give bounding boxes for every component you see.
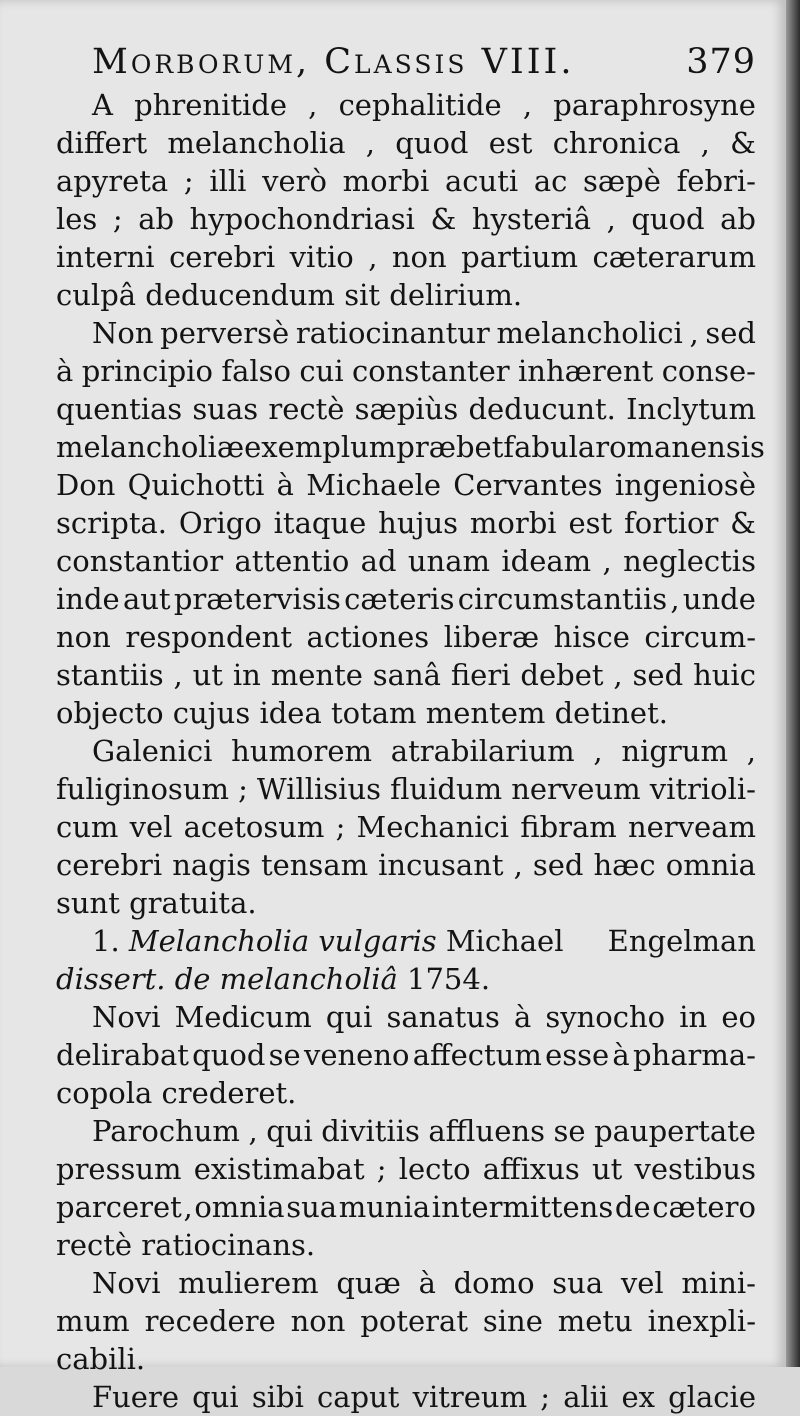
word: phrenitide <box>134 88 287 122</box>
word: omnia <box>194 1190 285 1224</box>
text-line <box>56 656 756 694</box>
word: caput <box>317 1380 400 1414</box>
word: falso <box>221 354 291 388</box>
word: ; <box>112 202 123 236</box>
text-line <box>56 86 756 124</box>
page-edge <box>786 0 800 1367</box>
word: , <box>173 658 183 692</box>
text-line <box>56 1378 756 1416</box>
word: parceret <box>56 1190 182 1224</box>
word: domo <box>453 1266 535 1300</box>
word: , <box>689 316 699 350</box>
word: Novi <box>92 1266 161 1300</box>
word: nigrum <box>621 734 728 768</box>
word: inexpli- <box>647 1304 756 1338</box>
word: Galenici <box>92 734 213 768</box>
text-line <box>56 504 756 542</box>
word: ut <box>591 1152 623 1186</box>
word: se <box>553 1114 586 1148</box>
word: ; <box>335 810 346 844</box>
text-line <box>56 200 756 238</box>
word: inhærent <box>518 354 654 388</box>
word: paupertate <box>594 1114 756 1148</box>
word: fieri <box>450 658 511 692</box>
word: sæpè <box>583 164 661 198</box>
text-line <box>56 466 756 504</box>
word: , <box>613 658 623 692</box>
word: non <box>56 620 111 654</box>
text-line: rectè ratiocinans. <box>56 1228 316 1262</box>
word: quod <box>192 1038 266 1072</box>
citation-line <box>56 960 756 998</box>
word: ; <box>183 164 194 198</box>
word: melancholia <box>167 126 346 160</box>
word: ut <box>192 658 223 692</box>
text-line <box>56 580 756 618</box>
word: sanatus <box>386 1000 500 1034</box>
word: atrabilarium <box>390 734 575 768</box>
word: ex <box>621 1380 656 1414</box>
word: affixus <box>482 1152 580 1186</box>
word: Don <box>56 468 116 502</box>
species-name: Melancholia vulgaris <box>128 924 437 958</box>
word: vitrioli- <box>649 772 756 806</box>
word: de <box>614 1190 651 1224</box>
text-line <box>56 808 756 846</box>
word: sed <box>532 848 584 882</box>
word: febri- <box>676 164 756 198</box>
word: les <box>56 202 98 236</box>
word: , <box>365 126 375 160</box>
word: , <box>248 1114 258 1148</box>
word: morbi <box>342 164 430 198</box>
text-line <box>56 124 756 162</box>
text-line <box>56 846 756 884</box>
word: exemplum <box>244 430 397 464</box>
word: unam <box>407 544 491 578</box>
word: cerebri <box>56 848 163 882</box>
word: delirabat <box>56 1038 189 1072</box>
word: , <box>700 126 710 160</box>
word: deducunt. <box>468 392 616 426</box>
word: ; <box>238 772 248 806</box>
word: ad <box>360 544 397 578</box>
word: munia <box>338 1190 431 1224</box>
paragraph <box>56 314 765 732</box>
word: constanter <box>352 354 510 388</box>
word: qui <box>192 1380 239 1414</box>
text-line <box>56 1036 756 1074</box>
text-line <box>56 428 765 466</box>
word: constantior <box>56 544 224 578</box>
word: sua <box>552 1266 604 1300</box>
text-line <box>56 238 756 276</box>
species-entry <box>56 922 756 998</box>
word: debet <box>520 658 604 692</box>
word: Quichotti <box>127 468 265 502</box>
word: Novi <box>92 1000 161 1034</box>
text-line: copola crederet. <box>56 1076 297 1110</box>
word: vel <box>129 810 173 844</box>
word: à <box>276 468 294 502</box>
word: suas <box>192 392 259 426</box>
text-line <box>56 998 756 1036</box>
word: à <box>612 1038 630 1072</box>
word: pressum <box>56 1152 182 1186</box>
word: hæc <box>593 848 656 882</box>
page-text <box>56 42 765 1416</box>
word: quæ <box>336 1266 401 1300</box>
word: sæpiùs <box>354 392 459 426</box>
word: intermittens <box>431 1190 614 1224</box>
page-number: 379 <box>686 42 756 82</box>
word: liberæ <box>443 620 540 654</box>
word: , <box>368 240 378 274</box>
word: mum <box>56 1304 130 1338</box>
word: fibram <box>520 810 617 844</box>
text-line <box>56 1302 756 1340</box>
word: illi <box>209 164 247 198</box>
word: sanâ <box>372 658 441 692</box>
paragraph <box>56 86 756 314</box>
word: , <box>308 88 318 122</box>
word: partium <box>461 240 578 274</box>
word: sine <box>482 1304 543 1338</box>
word: hujus <box>378 506 459 540</box>
word: chronica <box>552 126 681 160</box>
word: metu <box>557 1304 633 1338</box>
text-line <box>56 162 756 200</box>
text-line <box>56 770 756 808</box>
word: mente <box>270 658 363 692</box>
word: existimabat <box>193 1152 365 1186</box>
word: alii <box>563 1380 609 1414</box>
word: glacie <box>668 1380 756 1414</box>
word: attentio <box>234 544 350 578</box>
word: , <box>513 848 523 882</box>
word: , <box>746 734 756 768</box>
word: mulierem <box>178 1266 319 1300</box>
word: sua <box>286 1190 338 1224</box>
text-line <box>56 352 756 390</box>
word: hysteriâ <box>471 202 592 236</box>
running-title: Morborum, Classis VIII. <box>92 42 575 82</box>
word: inde <box>56 582 120 616</box>
text-line: objecto cujus idea totam mentem detinet. <box>56 696 668 730</box>
word: , <box>183 1190 193 1224</box>
word: hisce <box>553 620 630 654</box>
word: ratiocinantur <box>295 316 490 350</box>
word: Willisius <box>256 772 382 806</box>
word: unde <box>682 582 756 616</box>
word: quod <box>631 202 705 236</box>
word: fortior <box>624 506 719 540</box>
word: principio <box>81 354 213 388</box>
word: est <box>568 506 613 540</box>
word: ingeniosè <box>614 468 756 502</box>
word: Fuere <box>92 1380 179 1414</box>
word: neglectis <box>623 544 756 578</box>
species-author-surname: Engelman <box>607 924 756 958</box>
word: cerebri <box>169 240 276 274</box>
word: divitiis <box>321 1114 420 1148</box>
word: prætervisis <box>173 582 341 616</box>
word: acuti <box>445 164 519 198</box>
word: fabula <box>503 430 596 464</box>
word: acetosum <box>183 810 325 844</box>
word: nerveum <box>511 772 641 806</box>
citation-year: 1754. <box>407 962 491 996</box>
word: apyreta <box>56 164 169 198</box>
word: qui <box>325 1000 373 1034</box>
word: , <box>606 202 616 236</box>
word: affluens <box>428 1114 545 1148</box>
word: eo <box>721 1000 756 1034</box>
paragraph <box>56 732 756 922</box>
word: vitio <box>289 240 354 274</box>
word: nagis <box>172 848 251 882</box>
word: quod <box>395 126 469 160</box>
word: cæteris <box>344 582 455 616</box>
word: recedere <box>144 1304 276 1338</box>
word: affectum <box>412 1038 542 1072</box>
word: cætero <box>652 1190 756 1224</box>
paragraph <box>56 1112 756 1264</box>
word: ac <box>533 164 568 198</box>
species-line <box>56 922 756 960</box>
text-line <box>56 732 756 770</box>
word: tensam <box>260 848 369 882</box>
text-line <box>56 542 756 580</box>
word: A <box>92 88 113 122</box>
text-line: cabili. <box>56 1342 146 1376</box>
word: ab <box>138 202 175 236</box>
text-line <box>56 1188 756 1226</box>
word: Mechanici <box>356 810 510 844</box>
word: Non <box>92 316 154 350</box>
word: ; <box>376 1152 387 1186</box>
word: Inclytum <box>626 392 756 426</box>
word: Parochum <box>92 1114 240 1148</box>
paragraph <box>56 1378 756 1416</box>
word: humorem <box>231 734 372 768</box>
word: veneno <box>303 1038 410 1072</box>
word: sed <box>705 316 756 350</box>
word: vitreum <box>412 1380 528 1414</box>
word: lecto <box>398 1152 471 1186</box>
word: , <box>602 544 612 578</box>
word: præbet <box>396 430 504 464</box>
word: in <box>232 658 261 692</box>
word: actiones <box>306 620 430 654</box>
word: nerveam <box>627 810 756 844</box>
word: fluidum <box>390 772 503 806</box>
word: romanensis <box>595 430 765 464</box>
word: huic <box>693 658 756 692</box>
word: paraphrosyne <box>553 88 756 122</box>
word: omnia <box>665 848 756 882</box>
text-line: culpâ deducendum sit delirium. <box>56 278 523 312</box>
paragraph <box>56 998 756 1112</box>
running-header <box>56 42 756 82</box>
word: à <box>418 1266 436 1300</box>
word: ideam <box>501 544 592 578</box>
paragraph <box>56 1264 756 1378</box>
text-line <box>56 390 756 428</box>
word: non <box>290 1304 346 1338</box>
word: qui <box>266 1114 313 1148</box>
word: Origo <box>178 506 262 540</box>
word: cephalitide <box>338 88 502 122</box>
word: quentias <box>56 392 183 426</box>
word: & <box>430 202 457 236</box>
word: esse <box>545 1038 610 1072</box>
word: cui <box>299 354 344 388</box>
word: Cervantes <box>453 468 603 502</box>
word: , <box>670 582 680 616</box>
word: perversè <box>160 316 290 350</box>
text-line <box>56 1150 756 1188</box>
word: morbi <box>469 506 557 540</box>
word: synocho <box>545 1000 666 1034</box>
word: stantiis <box>56 658 164 692</box>
word: rectè <box>268 392 345 426</box>
word: sed <box>632 658 684 692</box>
word: in <box>679 1000 708 1034</box>
word: verò <box>262 164 327 198</box>
word: à <box>56 354 74 388</box>
species-number: 1. <box>92 924 120 958</box>
word: hypochondriasi <box>189 202 415 236</box>
word: cum <box>56 810 119 844</box>
word: non <box>391 240 447 274</box>
word: differt <box>56 126 148 160</box>
word: itaque <box>273 506 367 540</box>
word: ab <box>720 202 756 236</box>
word: est <box>488 126 533 160</box>
word: fuliginosum <box>56 772 229 806</box>
word: conse- <box>661 354 756 388</box>
text-line <box>56 618 756 656</box>
word: incusant <box>378 848 504 882</box>
text-line <box>56 1112 756 1150</box>
citation-title: dissert. de melancholiâ <box>56 962 398 996</box>
word: sibi <box>251 1380 304 1414</box>
text-line <box>56 1264 756 1302</box>
text-line: sunt gratuita. <box>56 886 257 920</box>
word: se <box>268 1038 301 1072</box>
word: melancholici <box>496 316 683 350</box>
word: Michaele <box>306 468 442 502</box>
word: melancholiæ <box>56 430 245 464</box>
word: pharma- <box>632 1038 756 1072</box>
word: aut <box>122 582 171 616</box>
word: vestibus <box>634 1152 756 1186</box>
word: circumstantiis <box>457 582 668 616</box>
word: & <box>730 506 756 540</box>
word: cæterarum <box>592 240 756 274</box>
word: vel <box>620 1266 664 1300</box>
word: à <box>513 1000 532 1034</box>
word: , <box>593 734 603 768</box>
word: mini- <box>681 1266 756 1300</box>
word: respondent <box>125 620 293 654</box>
word: circum- <box>644 620 756 654</box>
species-author: Michael <box>445 924 564 958</box>
word: Medicum <box>174 1000 312 1034</box>
word: ; <box>540 1380 551 1414</box>
word: scripta. <box>56 506 167 540</box>
word: & <box>730 126 756 160</box>
word: , <box>522 88 533 122</box>
word: poterat <box>360 1304 468 1338</box>
text-line <box>56 314 756 352</box>
word: interni <box>56 240 155 274</box>
